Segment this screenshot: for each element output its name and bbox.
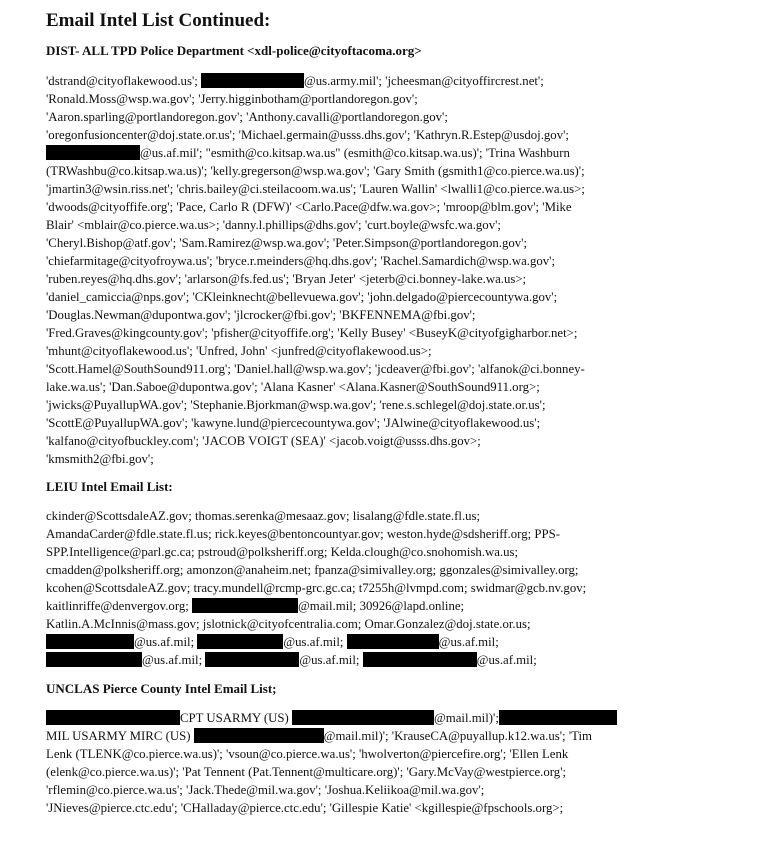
email-line: 'Douglas.Newman@dupontwa.gov'; 'jlcrocker@fbi.gov'; 'BKFENNEMA@fbi.gov'; [46,308,476,322]
email-line: 'kalfano@cityofbuckley.com'; 'JACOB VOIGT (SEA)' <jacob.voigt@usss.dhs.gov>; [46,434,481,448]
email-line [46,633,499,651]
email-line [46,651,537,669]
email-line: 'Ronald.Moss@wsp.wa.gov'; 'Jerry.higginbotham@portlandoregon.gov'; [46,92,418,106]
email-line: 'jwicks@PuyallupWA.gov'; 'Stephanie.Bjorkman@wsp.wa.gov'; 'rene.s.schlegel@doj.state.or.us'; [46,398,546,412]
section-heading-unclas: UNCLAS Pierce County Intel Email List; [46,681,277,696]
email-text: MIL USARMY MIRC (US) [46,729,194,743]
redaction-block [46,145,140,160]
email-line: 'dwoods@cityoffife.org'; 'Pace, Carlo R (DFW)' <Carlo.Pace@dfw.wa.gov>; 'mroop@blm.gov'; 'Mike [46,200,572,214]
email-text: @us.army.mil'; 'jcheesman@cityoffircrest.net'; [304,74,544,88]
email-line: Katlin.A.McInnis@mass.gov; jslotnick@cityofcentralia.com; Omar.Gonzalez@doj.state.or.us; [46,617,531,631]
email-text: @us.af.mil; [283,635,347,649]
email-text: @us.af.mil; [299,653,363,667]
email-line: 'JNieves@pierce.ctc.edu'; 'CHalladay@pierce.ctc.edu'; 'Gillespie Katie' <kgillespie@fpschools.org>; [46,801,564,815]
email-text: @mail.mil)'; 'KrauseCA@puyallup.k12.wa.us'; 'Tim [323,729,592,743]
section-heading-leiu: LEIU Intel Email List: [46,479,173,494]
redaction-block [201,73,304,88]
email-line [46,727,592,745]
email-line: Lenk (TLENK@co.pierce.wa.us)'; 'vsoun@co.pierce.wa.us'; 'hwolverton@piercefire.org'; 'Ellen Lenk [46,747,569,761]
email-line: 'Scott.Hamel@SouthSound911.org'; 'Daniel.hall@wsp.wa.gov'; 'jcdeaver@fbi.gov'; 'alfanok@ci.bonney- [46,362,585,376]
email-text: @us.af.mil; [142,653,206,667]
email-line [46,597,464,615]
email-text: @us.af.mil; [476,653,537,667]
email-line: kcohen@ScottsdaleAZ.gov; tracy.mundell@rcmp-grc.gc.ca; t7255h@lvmpd.com; swidmar@gcb.nv.gov; [46,581,587,595]
email-line: AmandaCarder@fdle.state.fl.us; rick.keyes@bentoncountyar.gov; weston.hyde@sdsheriff.org; PPS- [46,527,560,541]
redaction-block [292,710,434,725]
redaction-block [46,634,134,649]
email-line: 'ruben.reyes@hq.dhs.gov'; 'arlarson@fs.fed.us'; 'Bryan Jeter' <jeterb@ci.bonney-lake.wa.us>; [46,272,527,286]
redaction-block [46,710,180,725]
redaction-block [205,652,299,667]
email-line: SPP.Intelligence@parl.gc.ca; pstroud@polksheriff.org; Kelda.clough@co.snohomish.wa.us; [46,545,519,559]
email-text: @mail.mil)'; [434,711,499,725]
email-line: (elenk@co.pierce.wa.us)'; 'Pat Tennent (Pat.Tennent@multicare.org)'; 'Gary.McVay@westpierce.org'; [46,765,567,779]
email-line: 'Cheryl.Bishop@atf.gov'; 'Sam.Ramirez@wsp.wa.gov'; 'Peter.Simpson@portlandoregon.gov'; [46,236,528,250]
email-line: 'Fred.Graves@kingcounty.gov'; 'pfisher@cityoffife.org'; 'Kelly Busey' <BuseyK@cityofgigharbor.net>; [46,326,578,340]
email-line: cmadden@polksheriff.org; amonzon@anaheim.net; fpanza@simivalley.org; ggonzales@simivalley.org; [46,563,579,577]
email-line: 'kmsmith2@fbi.gov'; [46,452,154,466]
email-line [46,72,544,90]
email-text: @us.af.mil; [438,635,499,649]
email-line: lake.wa.us'; 'Dan.Saboe@dupontwa.gov'; 'Alana Kasner' <Alana.Kasner@SouthSound911.org>; [46,380,540,394]
redaction-block [197,634,283,649]
email-text: @mail.mil; 30926@lapd.online; [298,599,465,613]
email-line: 'mhunt@cityoflakewood.us'; 'Unfred, John' <junfred@cityoflakewood.us>; [46,344,432,358]
email-text: @us.af.mil'; "esmith@co.kitsap.wa.us" (esmith@co.kitsap.wa.us)'; 'Trina Washburn [140,146,570,160]
email-line: 'rflemin@co.pierce.wa.us'; 'Jack.Thede@mil.wa.gov'; 'Joshua.Keliikoa@mil.wa.gov'; [46,783,485,797]
email-text: @us.af.mil; [134,635,198,649]
redaction-block [194,728,324,743]
email-line: 'ScottE@PuyallupWA.gov'; 'kawyne.lund@piercecountywa.gov'; 'JAlwine@cityoflakewood.us'; [46,416,541,430]
section-heading-tpd: DIST- ALL TPD Police Department <xdl-police@cityoftacoma.org> [46,43,422,58]
email-line: Blair' <mblair@co.pierce.wa.us>; 'danny.l.phillips@dhs.gov'; 'curt.boyle@wsfc.wa.gov'; [46,218,501,232]
email-text: CPT USARMY (US) [180,711,292,725]
email-text: 'dstrand@cityoflakewood.us'; [46,74,201,88]
redaction-block [363,652,477,667]
email-line: 'jmartin3@wsin.riss.net'; 'chris.bailey@ci.steilacoom.wa.us'; 'Lauren Wallin' <lwalli1@co.pierce.wa.us>; [46,182,585,196]
email-line [46,144,570,162]
redaction-block [499,710,617,725]
email-line: 'chiefarmitage@cityofroywa.us'; 'bryce.r.meinders@hq.dhs.gov'; 'Rachel.Samardich@wsp.wa.gov'; [46,254,556,268]
email-line: 'daniel_camiccia@nps.gov'; 'CKleinknecht@bellevuewa.gov'; 'john.delgado@piercecountywa.gov'; [46,290,558,304]
email-line: 'oregonfusioncenter@doj.state.or.us'; 'Michael.germain@usss.dhs.gov'; 'Kathryn.R.Estep@usdoj.gov'; [46,128,569,142]
email-line [46,709,617,727]
email-line: 'Aaron.sparling@portlandoregon.gov'; 'Anthony.cavalli@portlandoregon.gov'; [46,110,448,124]
email-text: kaitlinriffe@denvergov.org; [46,599,193,613]
page-title: Email Intel List Continued: [46,10,271,31]
email-line: (TRWashbu@co.kitsap.wa.us)'; 'kelly.gregerson@wsp.wa.gov'; 'Gary Smith (gsmith1@co.pierce.wa.us)'; [46,164,585,178]
email-line: ckinder@ScottsdaleAZ.gov; thomas.serenka@mesaaz.gov; lisalang@fdle.state.fl.us; [46,509,481,523]
redaction-block [192,598,298,613]
redaction-block [46,652,142,667]
redaction-block [347,634,439,649]
